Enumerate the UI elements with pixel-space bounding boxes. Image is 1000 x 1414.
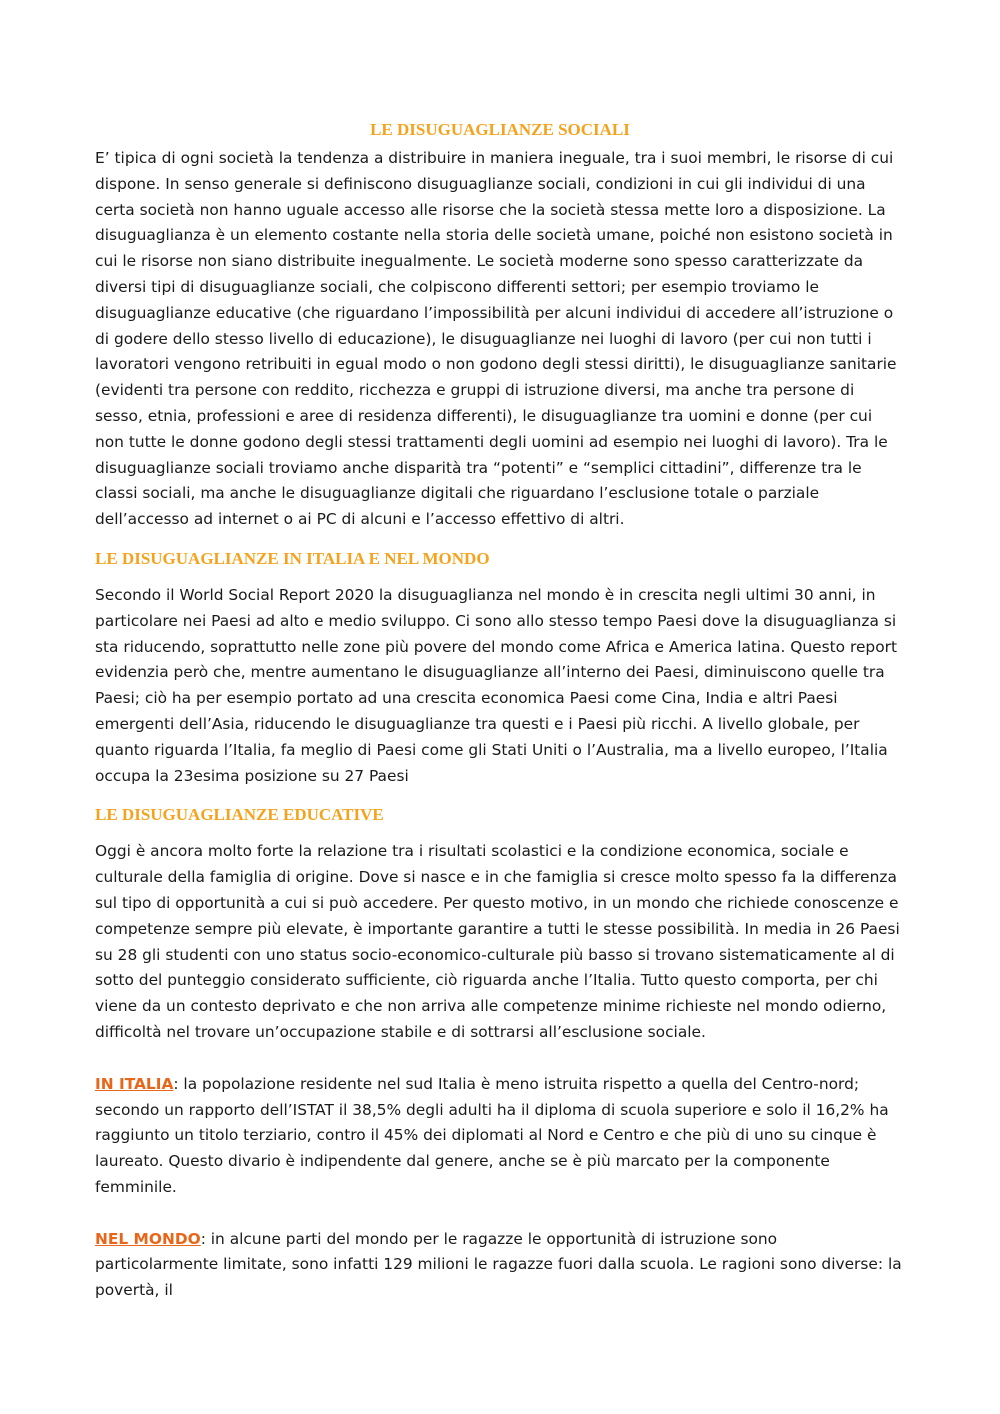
italia-paragraph xyxy=(95,1072,905,1201)
mondo-label[interactable]: NEL MONDO xyxy=(95,1229,201,1248)
spacer xyxy=(95,1201,905,1227)
italia-text: : la popolazione residente nel sud Italia è meno istruita rispetto a quella del Centro-nord; secondo un rapporto dell’ISTAT il 38,5% degli adulti ha il diploma di scuola superiore e solo il 16,2% ha raggiunto un titolo terziario, contro il 45% dei diplomati al Nord e Centro e che più di uno su cinque è laureato. Questo divario è indipendente dal genere, anche se è più marcato per la componente femminile. xyxy=(95,1074,889,1196)
mondo-paragraph xyxy=(95,1227,905,1304)
italia-label[interactable]: IN ITALIA xyxy=(95,1074,174,1093)
world-paragraph: Secondo il World Social Report 2020 la disuguaglianza nel mondo è in crescita negli ultimi 30 anni, in particolare nei Paesi ad alto e medio sviluppo. Ci sono allo stesso tempo Paesi dove la disuguaglianza si sta riducendo, soprattutto nelle zone più povere del mondo come Africa e America latina. Questo report evidenzia però che, mentre aumentano le disuguaglianze all’interno dei Paesi, diminuiscono quelle tra Paesi; ciò ha per esempio portato ad una crescita economica Paesi come Cina, India e altri Paesi emergenti dell’Asia, riducendo le disuguaglianze tra questi e i Paesi più ricchi. A livello globale, per quanto riguarda l’Italia, fa meglio di Paesi come gli Stati Uniti o l’Australia, ma a livello europeo, l’Italia occupa la 23esima posizione su 27 Paesi xyxy=(95,585,897,785)
intro-paragraph: E’ tipica di ogni società la tendenza a distribuire in maniera ineguale, tra i suoi membri, le risorse di cui dispone. In senso generale si definiscono disuguaglianze sociali, condizioni in cui gli individui di una certa società non hanno uguale accesso alle risorse che la società stessa mette loro a disposizione. La disuguaglianza è un elemento costante nella storia delle società umane, poiché non esistono società in cui le risorse non siano distribuite inegualmente. Le società moderne sono spesso caratterizzate da diversi tipi di disuguaglianze sociali, che colpiscono differenti settori; per esempio troviamo le disuguaglianze educative (che riguardano l’impossibilità per alcuni individui di accedere all’istruzione o di godere dello stesso livello di educazione), le disuguaglianze nei luoghi di lavoro (per cui non tutti i lavoratori vengono retribuiti in egual modo o non godono degli stessi diritti), le disuguaglianze sanitarie (evidenti tra persone con reddito, ricchezza e gruppi di istruzione diversi, ma anche tra persone di sesso, etnia, professioni e aree di residenza differenti), le disuguaglianze tra uomini e donne (per cui non tutte le donne godono degli stessi trattamenti degli uomini ad esempio nei luoghi di lavoro). Tra le disuguaglianze sociali troviamo anche disparità tra “potenti” e “semplici cittadini”, differenze tra le classi sociali, ma anche le disuguaglianze digitali che riguardano l’esclusione totale o parziale dell’accesso ad internet o ai PC di alcuni e l’accesso effettivo di altri. xyxy=(95,149,897,529)
spacer xyxy=(95,1046,905,1072)
educative-paragraph: Oggi è ancora molto forte la relazione tra i risultati scolastici e la condizione economica, sociale e culturale della famiglia di origine. Dove si nasce e in che famiglia si cresce molto spesso fa la differenza sul tipo di opportunità a cui si può accedere. Per questo motivo, in un mondo che richiede conoscenze e competenze sempre più elevate, è importante garantire a tutti le stesse possibilità. In media in 26 Paesi su 28 gli studenti con uno status socio-economico-culturale più basso si trovano sistematicamente al di sotto del punteggio considerato sufficiente, ciò riguarda anche l’Italia. Tutto questo comporta, per chi viene da un contesto deprivato e che non arriva alle competenze minime richieste nel mondo odierno, difficoltà nel trovare un’occupazione stabile e di sottrarsi all’esclusione sociale. xyxy=(95,842,900,1041)
heading-educative: LE DISUGUAGLIANZE EDUCATIVE xyxy=(95,805,384,825)
document-title: LE DISUGUAGLIANZE SOCIALI xyxy=(370,120,630,139)
mondo-text: : in alcune parti del mondo per le ragazze le opportunità di istruzione sono particolarmente limitate, sono infatti 129 milioni le ragazze fuori dalla scuola. Le ragioni sono diverse: la povertà, il xyxy=(95,1229,902,1300)
document-page xyxy=(95,118,905,1304)
heading-italia-mondo: LE DISUGUAGLIANZE IN ITALIA E NEL MONDO xyxy=(95,548,490,568)
